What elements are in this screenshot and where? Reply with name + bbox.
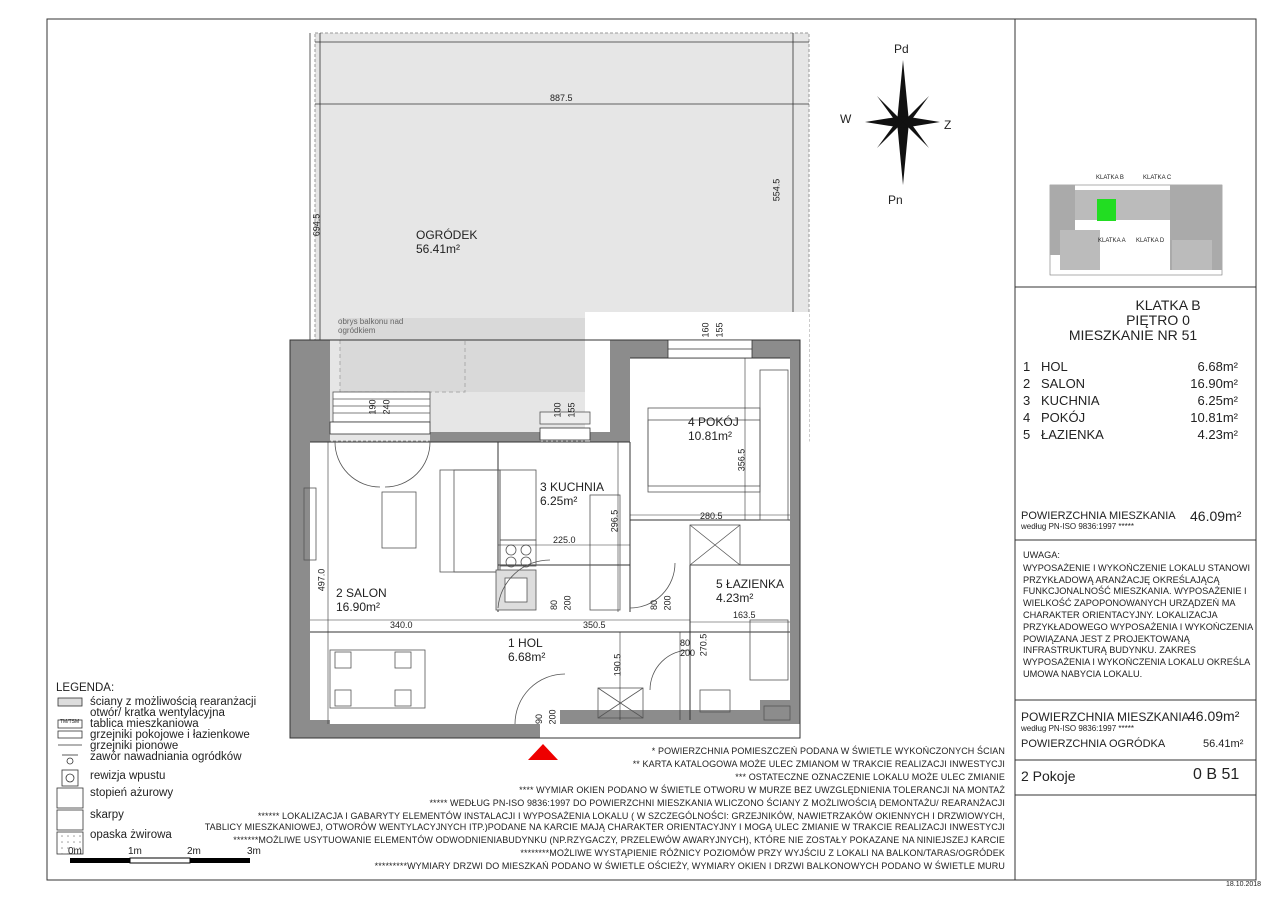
room-row-5 xyxy=(1023,427,1238,444)
room-label-kuchnia xyxy=(540,480,604,508)
dim-garden-right: 554.5 xyxy=(771,178,782,202)
room-row-name: ŁAZIENKA xyxy=(1041,427,1104,442)
room-label-pokoj xyxy=(688,415,739,443)
room-row-area: 6.25m² xyxy=(1197,393,1238,408)
uwaga-title: UWAGA: xyxy=(1023,550,1060,560)
compass-north-label: Pd xyxy=(894,42,909,56)
room-row-4 xyxy=(1023,410,1238,427)
dim-kitchen-height: 296.5 xyxy=(609,509,620,533)
scale-label: 0m xyxy=(68,846,82,857)
legend-item: stopień ażurowy xyxy=(90,787,174,799)
balcony-note-line-2: ogródkiem xyxy=(338,326,376,335)
header-pietro: PIĘTRO 0 xyxy=(1126,312,1190,328)
room-number: 1 xyxy=(508,636,515,650)
compass-south-label: Pn xyxy=(888,193,903,207)
room-row-area: 16.90m² xyxy=(1190,376,1238,391)
room-area: 6.68m² xyxy=(508,650,546,664)
room-name: HOL xyxy=(518,636,543,650)
room-row-name: SALON xyxy=(1041,376,1086,391)
area-summary-sublabel: według PN-ISO 9836:1997 ***** xyxy=(1021,522,1134,531)
dim-door-kitchen-a: 80 xyxy=(549,599,560,611)
header-mieszkanie: MIESZKANIE NR 51 xyxy=(1068,327,1198,343)
room-name: ŁAZIENKA xyxy=(726,577,785,591)
room-number: 5 xyxy=(716,577,723,591)
footnote: *** OSTATECZNE OZNACZENIE LOKALU MOŻE ULEC ZMIANIE xyxy=(735,772,1005,782)
room-number: 3 xyxy=(540,480,547,494)
dim-door-kitchen-b: 200 xyxy=(562,595,573,611)
keyplan-klatka-b: KLATKA B xyxy=(1096,175,1124,181)
dim-window-1a: 190 xyxy=(367,399,378,415)
room-name: KUCHNIA xyxy=(550,480,605,494)
dim-window-1b: 240 xyxy=(381,399,392,415)
footnote: ********MOŻLIWE WYSTĄPIENIE RÓŻNICY POZIOMÓW PRZY WYJŚCIU Z LOKALI NA BALKON/TARAS/OGRÓDEK xyxy=(520,848,1005,858)
footnote: **** WYMIAR OKIEN PODANO W ŚWIETLE OTWORU W MURZE BEZ UWZGLĘDNIENIA TOLERANCJI NA MONTAŻ xyxy=(519,785,1005,795)
header-klatka: KLATKA B xyxy=(1135,297,1201,313)
scale-label: 2m xyxy=(187,846,201,857)
dim-door-room-a: 80 xyxy=(649,599,660,611)
summary2-sublabel: według PN-ISO 9836:1997 ***** xyxy=(1021,724,1134,733)
footnote: ** KARTA KATALOGOWA MOŻE ULEC ZMIANOM W TRAKCIE REALIZACJI INWESTYCJI xyxy=(632,759,1005,769)
legend-title: LEGENDA: xyxy=(56,682,115,694)
room-label-lazienka xyxy=(716,577,784,605)
footnote: ****** LOKALIZACJA I GABARYTY ELEMENTÓW INSTALACJI I WYPOSAŻENIA LOKALU ( W SZCZEGÓLNOŚCI: GRZEJNIKÓW, NAWIETRZAKÓW OKIENNYCH I DRZWIOWYCH, xyxy=(257,811,1005,821)
compass-east-label: Z xyxy=(944,118,952,132)
garden-area-value: 56.41m² xyxy=(1203,738,1244,750)
keyplan-klatka-d: KLATKA D xyxy=(1136,238,1165,244)
keyplan-klatka-c: KLATKA C xyxy=(1143,175,1172,181)
scale-label: 1m xyxy=(128,846,142,857)
legend-item: skarpy xyxy=(90,809,124,821)
compass-rose xyxy=(865,60,940,185)
dim-window-2b: 155 xyxy=(566,402,577,418)
uwaga-text: WYPOSAŻENIE I WYKOŃCZENIE LOKALU STANOWI PRZYKŁADOWĄ ARANŻACJĘ OKREŚLAJĄCĄ FUNKCJONALNOŚĆ MIESZKANIA. WYPOSAŻENIE I WIELKOŚĆ ZAPOPONOWANYCH URZĄDZEŃ MA CHARAKTER ORIENTACYJNY. LOKALIZACJA PRZYKŁADOWEGO WYPOSAŻENIA I WYKOŃCZENIA POWIĄZANA JEST Z PROJEKTOWANĄ INFRASTRUKTURĄ BUDYNKU. ZAKRES WYPOSAŻENIA I WYKOŃCZENIA LOKALU OKREŚLA UMOWA NABYCIA LOKALU. xyxy=(1023,562,1253,679)
room-area: 16.90m² xyxy=(336,600,381,614)
room-row-number: 3 xyxy=(1023,393,1031,408)
room-area: 6.25m² xyxy=(540,494,578,508)
dim-door-bath-a: 80 xyxy=(680,638,691,648)
room-row-name: KUCHNIA xyxy=(1041,393,1100,408)
apartment-highlight xyxy=(1097,199,1116,221)
apartment-code: 0 B 51 xyxy=(1193,766,1240,783)
garden-area-label: POWIERZCHNIA OGRÓDKA xyxy=(1021,738,1166,750)
dim-window-3a: 160 xyxy=(700,322,711,338)
room-area: 4.23m² xyxy=(716,591,754,605)
room-number: 4 xyxy=(688,415,695,429)
room-row-number: 4 xyxy=(1023,410,1031,425)
dim-door-room-b: 200 xyxy=(662,595,673,611)
legend-item: tablica mieszkaniowa xyxy=(90,718,199,730)
footnote: * POWIERZCHNIA POMIESZCZEŃ PODANA W ŚWIETLE WYKOŃCZONYCH ŚCIAN xyxy=(651,746,1005,756)
room-name: SALON xyxy=(346,586,387,600)
dim-hol-width: 350.5 xyxy=(583,620,606,630)
legend-item: grzejniki pokojowe i łazienkowe xyxy=(90,729,250,741)
room-number: 2 xyxy=(336,586,343,600)
footnote: TABLICY MIESZKANIOWEJ, OTWORÓW WENTYLACYJNYCH ITP.)PODANE NA KARCIE MAJĄ CHARAKTER ORIENTACYJNY I MOGĄ ULEC ZMIANIE W TRAKCIE REALIZACJI INWESTYCJI xyxy=(204,822,1005,832)
entry-marker xyxy=(528,744,558,760)
balcony-note-line-1: obrys balkonu nad xyxy=(338,317,404,326)
key-plan xyxy=(1050,185,1222,275)
footnote: ***** WEDŁUG PN-ISO 9836:1997 DO POWIERZCHNI MIESZKANIA WLICZONO ŚCIANY Z MOŻLIWOŚCIĄ DEMONTAŻU/ REARANŻACJI xyxy=(429,798,1005,808)
room-row-2 xyxy=(1023,376,1238,393)
legend-item: grzejniki pionowe xyxy=(90,740,179,752)
dim-window-2a: 100 xyxy=(552,402,563,418)
legend-item: opaska żwirowa xyxy=(90,829,172,841)
dim-window-3b: 155 xyxy=(714,322,725,338)
room-row-number: 5 xyxy=(1023,427,1031,442)
apartment-header xyxy=(1023,298,1243,343)
scale-label: 3m xyxy=(247,846,261,857)
room-row-area: 4.23m² xyxy=(1197,427,1238,442)
dim-kitchen-width: 225.0 xyxy=(553,535,576,545)
room-row-1 xyxy=(1023,359,1238,376)
sheet-date: 18.10.2018 xyxy=(1226,881,1262,888)
legend-tm-label: TM/TSM xyxy=(60,719,80,725)
balcony-note xyxy=(338,317,403,335)
uwaga-note xyxy=(1023,550,1253,681)
dim-salon-width: 340.0 xyxy=(390,620,413,630)
room-label-hol xyxy=(508,636,545,664)
garden-label xyxy=(416,228,477,256)
dim-salon-height: 497.0 xyxy=(316,568,327,592)
legend-item: otwór/ kratka wentylacyjna xyxy=(90,707,225,719)
dim-room-height: 356.5 xyxy=(736,448,747,472)
summary2-value: 46.09m² xyxy=(1188,708,1240,724)
garden-name: OGRÓDEK xyxy=(416,228,478,242)
dim-door-entry-b: 200 xyxy=(547,709,558,725)
room-row-number: 1 xyxy=(1023,359,1031,374)
room-row-name: HOL xyxy=(1041,359,1068,374)
rooms-count: 2 Pokoje xyxy=(1021,768,1076,784)
footnote: *********WYMIARY DRZWI DO MIESZKAŃ PODANO W ŚWIETLE OŚCIEŻY, WYMIARY OKIEN I DRZWI BALKONOWYCH PODANO W ŚWIETLE MURU xyxy=(374,861,1005,871)
room-area: 10.81m² xyxy=(688,429,733,443)
dim-garden-width: 887.5 xyxy=(550,93,573,103)
dim-bath-height: 270.5 xyxy=(698,633,709,657)
dim-door-bath-b: 200 xyxy=(680,648,696,658)
legend-item: rewizja wpustu xyxy=(90,770,166,782)
room-row-number: 2 xyxy=(1023,376,1031,391)
room-name: POKÓJ xyxy=(698,415,739,429)
dim-hol-height: 190.5 xyxy=(612,653,623,677)
garden-area: 56.41m² xyxy=(416,242,461,256)
summary2-label: POWIERZCHNIA MIESZKANIA xyxy=(1021,710,1190,724)
room-row-area: 10.81m² xyxy=(1190,410,1238,425)
room-label-salon xyxy=(336,586,387,614)
legend-item: ściany z możliwością rearanżacji xyxy=(90,696,257,708)
dim-bath-width: 163.5 xyxy=(733,610,756,620)
room-row-name: POKÓJ xyxy=(1041,410,1086,425)
area-summary-label: POWIERZCHNIA MIESZKANIA xyxy=(1021,510,1176,522)
compass-west-label: W xyxy=(840,112,852,126)
room-row-3 xyxy=(1023,393,1238,410)
scale-bar xyxy=(70,858,250,863)
dim-door-entry-a: 90 xyxy=(534,713,545,725)
dim-garden-height: 694.5 xyxy=(311,213,322,237)
keyplan-klatka-a: KLATKA A xyxy=(1098,238,1126,244)
room-row-area: 6.68m² xyxy=(1197,359,1238,374)
footnote: *******MOŻLIWE USYTUOWANIE ELEMENTÓW ODWODNIENIABUDYNKU (NP.RZYGACZY, PRZELEWÓW AWARYJNYCH), KTÓRE NIE ZOSTAŁY POKAZANE NA NINIEJSZEJ KARCIE xyxy=(233,835,1005,845)
area-summary-value: 46.09m² xyxy=(1190,508,1242,524)
legend-item: zawór nawadniania ogródków xyxy=(90,751,242,763)
dim-room-width: 280.5 xyxy=(700,511,723,521)
